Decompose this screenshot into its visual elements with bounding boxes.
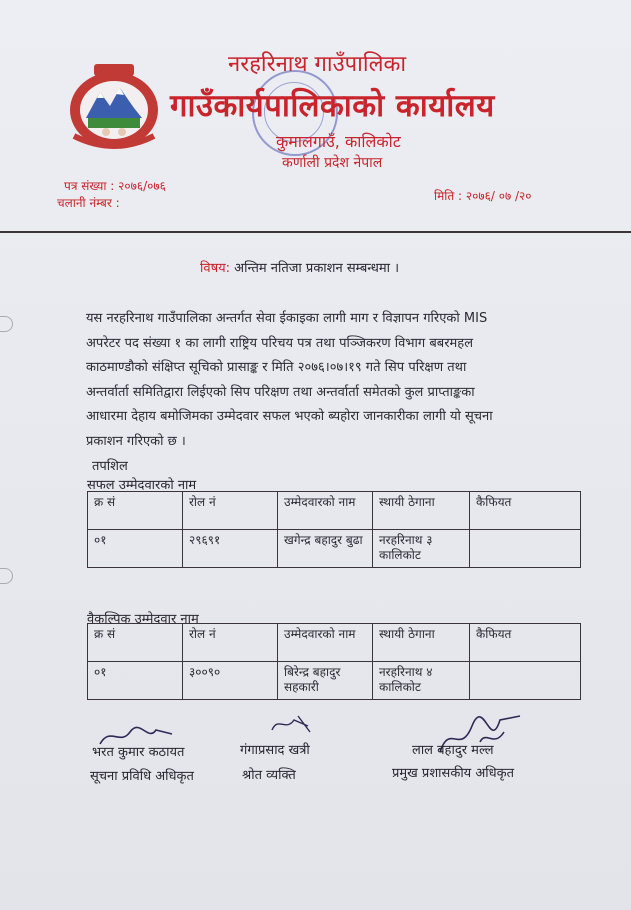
signatory-name: लाल बहादुर मल्ल [412,743,494,758]
cell-remarks [470,530,581,568]
body-line: आधारमा देहाय बमोजिमका उम्मेदवार सफल भएको ब्यहोरा जानकारीका लागी यो सूचना [86,409,493,424]
header-cell-roll: रोल नं [183,624,278,662]
body-line: यस नरहरिनाथ गाउँपालिका अन्तर्गत सेवा ईकाइका लागी माग र विज्ञापन गरिएको MIS [86,311,488,326]
header-cell-remarks: कैफियत [470,492,581,530]
successful-caption: सफल उम्मेदवारको नाम [87,478,197,493]
table-row [88,662,581,700]
cell-name: बिरेन्द्र बहादुर सहकारी [278,662,373,700]
signature-scribble [268,712,318,736]
header-cell-sn: क्र सं [88,624,183,662]
office-name: नरहरिनाथ गाउँपालिका [228,52,407,77]
cell-name: खगेन्द्र बहादुर बुढा [278,530,373,568]
cell-remarks [470,662,581,700]
signatory-role: श्रोत व्यक्ति [242,768,296,783]
cell-sn: ०१ [88,530,183,568]
body-line: अन्तर्वार्ता समितिद्वारा लिईएको सिप परिक्षण तथा अन्तर्वार्ता समेतको कुल प्राप्ताङ्कका [86,384,475,400]
header-cell-remarks: कैफियत [470,624,581,662]
nepal-emblem-logo [64,62,164,152]
body-line: प्रकाशन गरिएको छ । [86,433,186,449]
table-header-row [88,624,581,662]
table-row [88,530,581,568]
signatory-name: गंगाप्रसाद खत्री [240,743,310,758]
letter-date: मिति : २०७६/ ०७ /२० [434,189,532,203]
subject-text: अन्तिम नतिजा प्रकाशन सम्बन्धमा । [234,261,400,276]
letter-number: पत्र संख्या : २०७६/०७६ [64,179,166,193]
body-line: काठमाण्डौको संक्षिप्त सूचिको प्रासाङ्क र मिति २०७६।०७।१९ गते सिप परिक्षण तथा [86,360,467,375]
signatory-name: भरत कुमार कठायत [92,745,185,760]
alternate-caption: वैकल्पिक उम्मेदवार नाम [87,612,199,627]
body-line: अपरेटर पद संख्या १ का लागी राष्ट्रिय परिचय पत्र तथा पञ्जिकरण विभाग बबरमहल [86,335,474,351]
cell-address: नरहरिनाथ ४ कालिकोट [373,662,470,700]
header-cell-sn: क्र सं [88,492,183,530]
signatory-role: सूचना प्रविधि अधिकृत [90,769,194,784]
notice-body [86,307,576,454]
header-cell-address: स्थायी ठेगाना [373,624,470,662]
cell-roll: ३००९० [183,662,278,700]
subject-label: विषय: [200,261,231,276]
successful-candidates-table [87,491,581,568]
cell-address: नरहरिनाथ ३ कालिकोट [373,530,470,568]
header-divider [0,231,631,233]
dispatch-number: चलानी नंम्बर : [57,196,120,210]
office-province: कर्णाली प्रदेश नेपाल [282,155,383,171]
annex-label: तपशिल [92,459,128,474]
alternate-candidates-table [87,623,581,700]
punch-hole [0,316,13,332]
signatory-role: प्रमुख प्रशासकीय अधिकृत [392,766,515,781]
header-cell-roll: रोल नं [183,492,278,530]
cell-sn: ०१ [88,662,183,700]
subject-line [200,258,399,276]
cell-roll: २९६९१ [183,530,278,568]
header-cell-address: स्थायी ठेगाना [373,492,470,530]
office-title: गाउँकार्यपालिकाको कार्यालय [170,88,495,124]
office-address: कुमालगाउँ, कालिकोट [276,132,401,151]
header-cell-name: उम्मेदवारको नाम [278,624,373,662]
punch-hole [0,568,13,584]
table-header-row [88,492,581,530]
header-cell-name: उम्मेदवारको नाम [278,492,373,530]
